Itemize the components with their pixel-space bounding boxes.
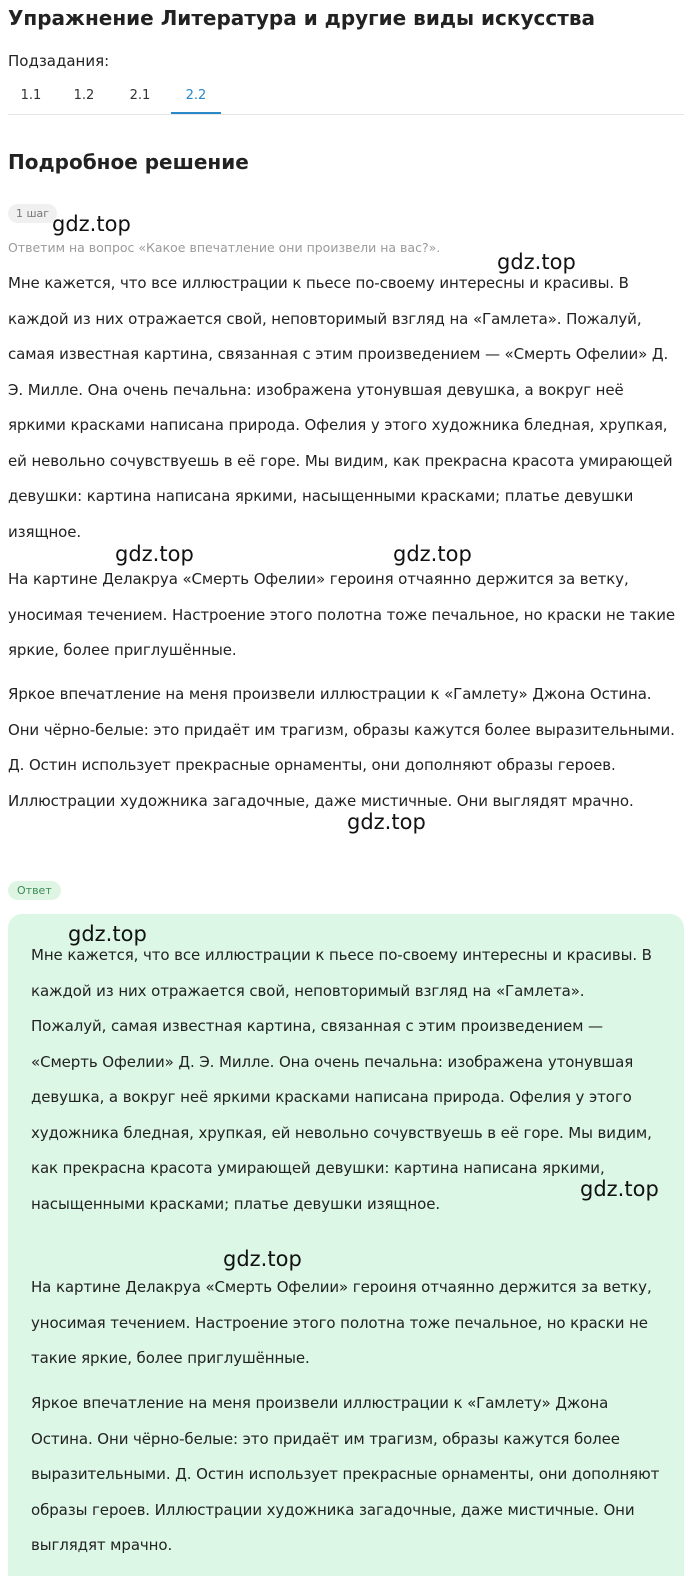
subtasks-label: Подзадания: (8, 52, 110, 70)
step-badge: 1 шаг (8, 204, 57, 223)
answer-paragraph: На картине Делакруа «Смерть Офелии» героиня отчаянно держится за ветку, уносимая течением. Настроение этого полотна тоже печальное, но краски не такие яркие, более приглушённые. (31, 1278, 652, 1367)
page-title: Упражнение Литература и другие виды искусства (8, 6, 595, 30)
watermark: gdz.top (52, 212, 131, 236)
watermark: gdz.top (393, 542, 472, 566)
watermark: gdz.top (497, 250, 576, 274)
solution-title: Подробное решение (8, 150, 249, 174)
subtask-tabs (8, 76, 684, 115)
answer-paragraph: Яркое впечатление на меня произвели иллюстрации к «Гамлету» Джона Остина. Они чёрно-белые: это придаёт им трагизм, образы кажутся более выразительными. Д. Остин использует прекрасные орнаменты, они дополняют образы героев. Иллюстрации художника загадочные, даже мистичные. Они выглядят мрачно. (31, 1394, 660, 1554)
watermark: gdz.top (347, 810, 426, 834)
tab-1-1[interactable]: 1.1 (20, 88, 42, 103)
answer-paragraph: Мне кажется, что все иллюстрации к пьесе по-своему интересны и красивы. В каждой из них отражается свой, неповторимый взгляд на «Гамлета». Пожалуй, самая известная картина, связанная с этим произведением — «Смерть Офелии» Д. Э. Милле. Она очень печальна: изображена утонувшая девушка, а вокруг неё яркими красками написана природа. Офелия у этого художника бледная, хрупкая, ей невольно сочувствуешь в её горе. Мы видим, как прекрасна красота умирающей девушки: картина написана яркими, насыщенными красками; платье девушки изящное. (31, 946, 652, 1213)
solution-paragraph: На картине Делакруа «Смерть Офелии» героиня отчаянно держится за ветку, уносимая течением. Настроение этого полотна тоже печальное, но краски не такие яркие, более приглушённые. (8, 570, 676, 659)
watermark: gdz.top (68, 922, 147, 946)
solution-paragraph: Яркое впечатление на меня произвели иллюстрации к «Гамлету» Джона Остина. Они чёрно-белые: это придаёт им трагизм, образы кажутся более выразительными. Д. Остин использует прекрасные орнаменты, они дополняют образы героев. Иллюстрации художника загадочные, даже мистичные. Они выглядят мрачно. (8, 685, 675, 810)
watermark: gdz.top (115, 542, 194, 566)
watermark: gdz.top (580, 1177, 659, 1201)
solution-paragraph: Мне кажется, что все иллюстрации к пьесе по-своему интересны и красивы. В каждой из них отражается свой, неповторимый взгляд на «Гамлета». Пожалуй, самая известная картина, связанная с этим произведением — «Смерть Офелии» Д. Э. Милле. Она очень печальна: изображена утонувшая девушка, а вокруг неё яркими красками написана природа. Офелия у этого художника бледная, хрупкая, ей невольно сочувствуешь в её горе. Мы видим, как прекрасна красота умирающей девушки: картина написана яркими, насыщенными красками; платье девушки изящное. (8, 274, 673, 541)
tab-2-2[interactable]: 2.2 (171, 84, 221, 114)
watermark: gdz.top (223, 1247, 302, 1271)
answer-badge: Ответ (8, 881, 61, 900)
question-text: Ответим на вопрос «Какое впечатление они произвели на вас?». (8, 240, 441, 255)
tab-1-2[interactable]: 1.2 (73, 88, 95, 103)
tab-2-1[interactable]: 2.1 (129, 88, 151, 103)
